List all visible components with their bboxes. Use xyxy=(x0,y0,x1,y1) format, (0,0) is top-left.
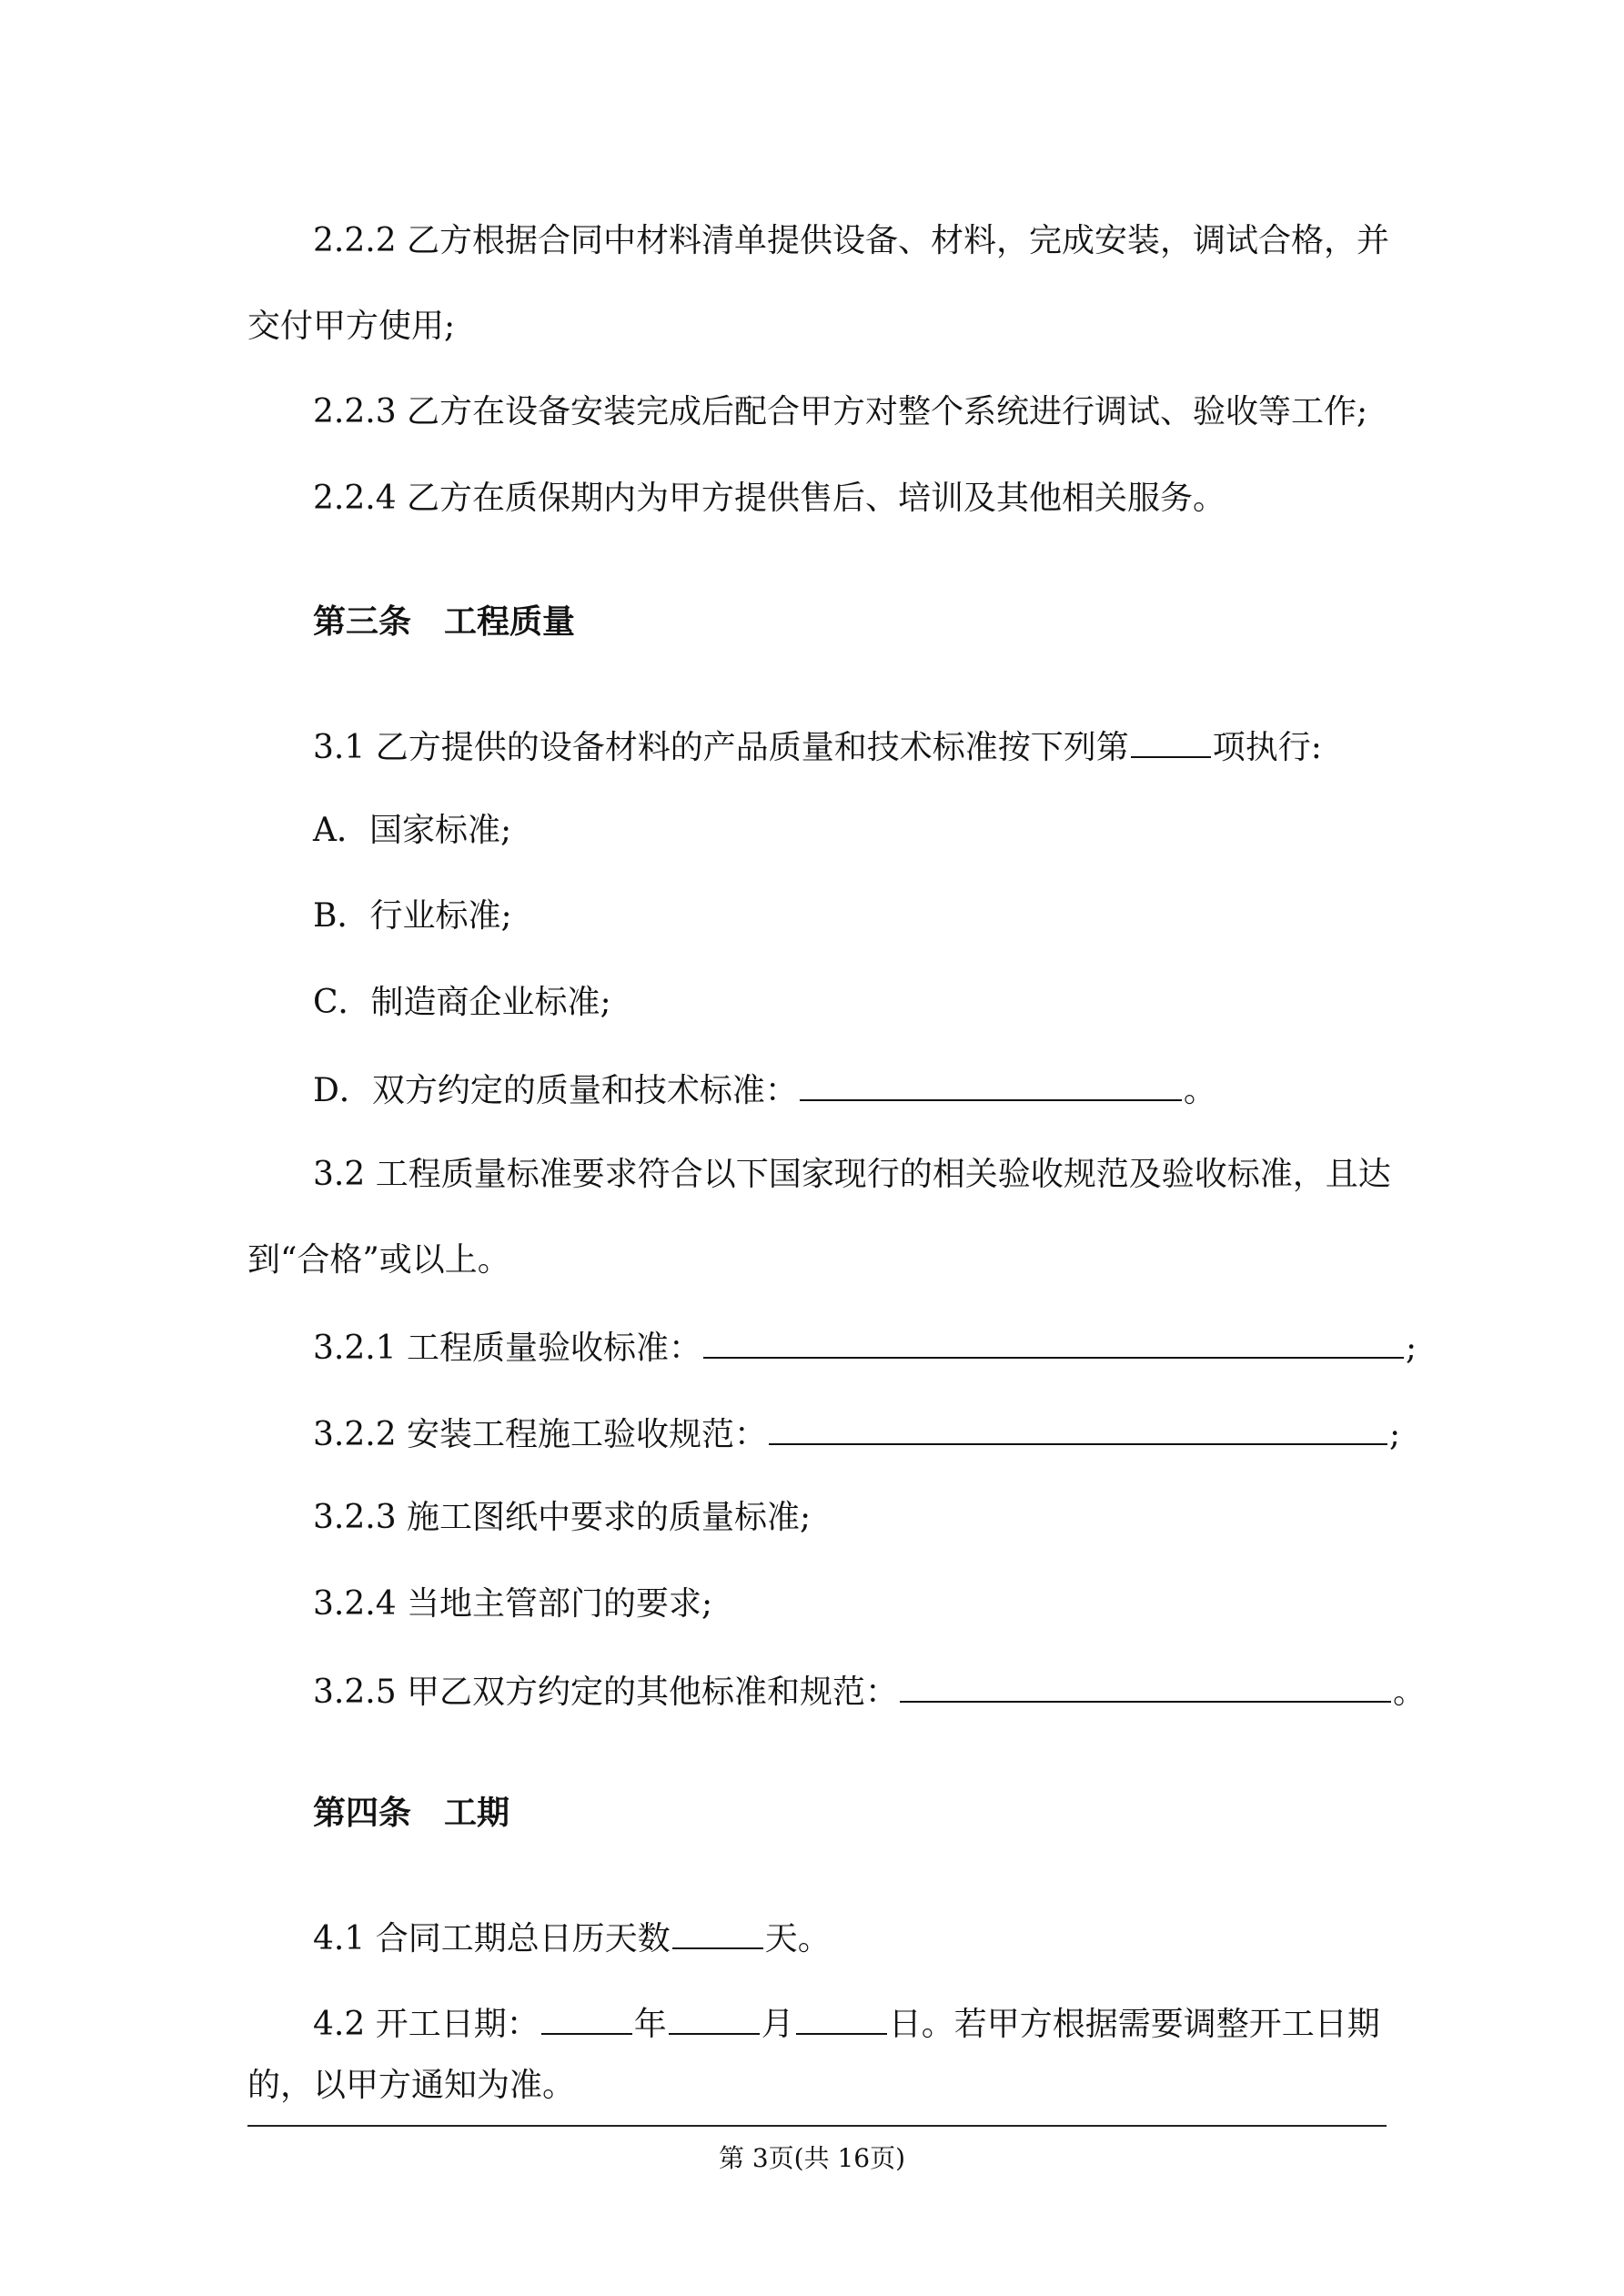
clause-4-2-line1 xyxy=(313,2002,1380,2045)
clause-4-2-text: 4.2 开工日期： xyxy=(313,2006,540,2043)
article-4-number: 第四条 xyxy=(313,1794,412,1832)
clause-3-1 xyxy=(313,725,1322,768)
article-3-number: 第三条 xyxy=(313,602,412,641)
option-a: A．国家标准; xyxy=(313,812,512,849)
clause-3-2-2-blank[interactable] xyxy=(769,1412,1387,1445)
page-number: 第 3页(共 16页) xyxy=(718,2143,906,2173)
article-3-title: 工程质量 xyxy=(444,602,576,641)
clause-3-2-5-suffix: 。 xyxy=(1393,1674,1427,1711)
start-month-blank[interactable] xyxy=(669,2002,760,2035)
clause-3-2-1 xyxy=(313,1326,1417,1369)
clause-4-2-line2: 的，以甲方通知为准。 xyxy=(247,2067,576,2104)
clause-3-2-5 xyxy=(313,1670,1426,1713)
article-3-heading xyxy=(313,602,575,642)
clause-3-2-2-suffix: ; xyxy=(1389,1416,1401,1453)
clause-3-2-4: 3.2.4 当地主管部门的要求; xyxy=(313,1585,713,1623)
clause-3-1-text: 3.1 乙方提供的设备材料的产品质量和技术标准按下列第 xyxy=(313,729,1129,766)
option-d-blank[interactable] xyxy=(800,1068,1182,1101)
clause-4-2-suffix: 日。若甲方根据需要调整开工日期 xyxy=(888,2006,1380,2043)
clause-2-2-2-line1: 2.2.2 乙方根据合同中材料清单提供设备、材料，完成安装，调试合格，并 xyxy=(313,222,1390,259)
clause-3-1-blank[interactable] xyxy=(1131,725,1211,758)
clause-3-2-2 xyxy=(313,1412,1400,1455)
option-c: C．制造商企业标准; xyxy=(313,984,611,1021)
clause-3-2-1-blank[interactable] xyxy=(703,1326,1404,1359)
clause-3-2-1-suffix: ; xyxy=(1406,1330,1417,1367)
clause-3-2-5-blank[interactable] xyxy=(900,1670,1391,1703)
clause-4-1-text: 4.1 合同工期总日历天数 xyxy=(313,1920,671,1957)
article-4-heading xyxy=(313,1793,509,1833)
clause-4-1 xyxy=(313,1917,831,1959)
clause-3-2-line2: 到“合格”或以上。 xyxy=(247,1241,510,1279)
clause-3-2-line1: 3.2 工程质量标准要求符合以下国家现行的相关验收规范及验收标准，且达 xyxy=(313,1156,1391,1193)
option-d-suffix: 。 xyxy=(1183,1072,1216,1109)
year-label: 年 xyxy=(633,2006,667,2043)
footer-divider xyxy=(247,2125,1387,2127)
clause-3-1-suffix: 项执行: xyxy=(1212,729,1322,766)
start-year-blank[interactable] xyxy=(541,2002,632,2035)
option-d-text: D．双方约定的质量和技术标准： xyxy=(313,1072,798,1109)
clause-2-2-3: 2.2.3 乙方在设备安装完成后配合甲方对整个系统进行调试、验收等工作; xyxy=(313,393,1368,430)
clause-2-2-4: 2.2.4 乙方在质保期内为甲方提供售后、培训及其他相关服务。 xyxy=(313,480,1226,517)
option-d xyxy=(313,1068,1216,1111)
option-b: B．行业标准; xyxy=(313,897,512,935)
clause-2-2-2-line2: 交付甲方使用; xyxy=(247,308,456,345)
clause-3-2-3: 3.2.3 施工图纸中要求的质量标准; xyxy=(313,1499,812,1536)
clause-3-2-1-text: 3.2.1 工程质量验收标准： xyxy=(313,1330,702,1367)
clause-3-2-2-text: 3.2.2 安装工程施工验收规范： xyxy=(313,1416,768,1453)
article-4-title: 工期 xyxy=(444,1794,510,1832)
clause-4-1-blank[interactable] xyxy=(672,1917,763,1949)
clause-4-1-suffix: 天。 xyxy=(764,1920,831,1957)
month-label: 月 xyxy=(761,2006,794,2043)
clause-3-2-5-text: 3.2.5 甲乙双方约定的其他标准和规范： xyxy=(313,1674,899,1711)
start-day-blank[interactable] xyxy=(796,2002,887,2035)
